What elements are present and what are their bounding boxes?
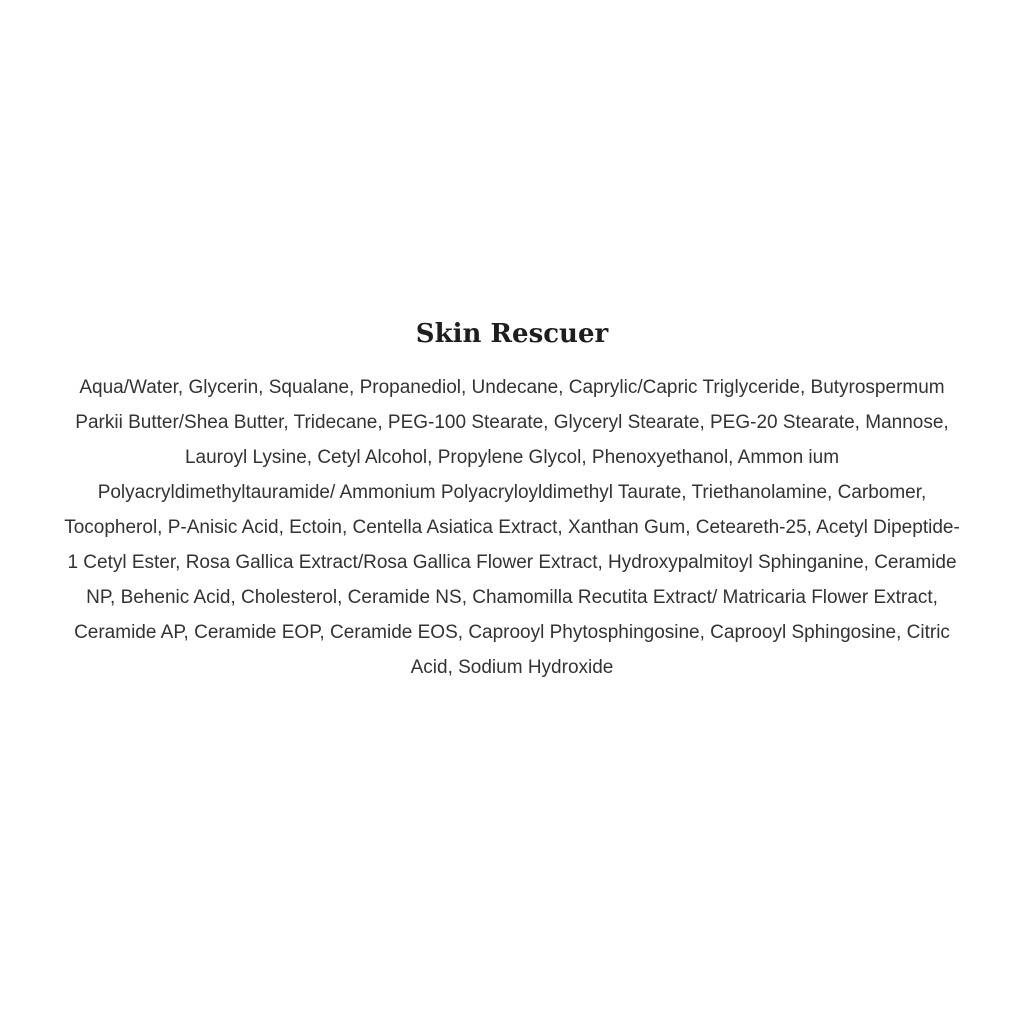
ingredient-line: Parkii Butter/Shea Butter, Tridecane, PEG-100 Stearate, Glyceryl Stearate, PEG-20 Stearate, Mannose, xyxy=(75,412,949,433)
ingredient-line: Polyacryldimethyltauramide/ Ammonium Polyacryloyldimethyl Taurate, Triethanolamine, Carbomer, xyxy=(97,482,927,503)
ingredient-line: Aqua/Water, Glycerin, Squalane, Propanediol, Undecane, Caprylic/Capric Triglyceride, Butyrospermum xyxy=(79,377,945,398)
ingredient-line: NP, Behenic Acid, Cholesterol, Ceramide NS, Chamomilla Recutita Extract/ Matricaria Flower Extract, xyxy=(86,587,938,608)
ingredients-panel xyxy=(0,314,1024,685)
product-title: Skin Rescuer xyxy=(415,319,609,349)
ingredient-line: 1 Cetyl Ester, Rosa Gallica Extract/Rosa Gallica Flower Extract, Hydroxypalmitoyl Sphinganine, Ceramide xyxy=(67,552,957,573)
ingredient-line: Acid, Sodium Hydroxide xyxy=(410,657,614,678)
ingredient-list xyxy=(0,370,1024,685)
ingredient-line: Ceramide AP, Ceramide EOP, Ceramide EOS, Caprooyl Phytosphingosine, Caprooyl Sphingosine, Citric xyxy=(74,622,950,643)
ingredient-line: Lauroyl Lysine, Cetyl Alcohol, Propylene Glycol, Phenoxyethanol, Ammon ium xyxy=(184,447,840,468)
ingredient-line: Tocopherol, P-Anisic Acid, Ectoin, Centella Asiatica Extract, Xanthan Gum, Ceteareth-25, Acetyl Dipeptide- xyxy=(64,517,960,538)
